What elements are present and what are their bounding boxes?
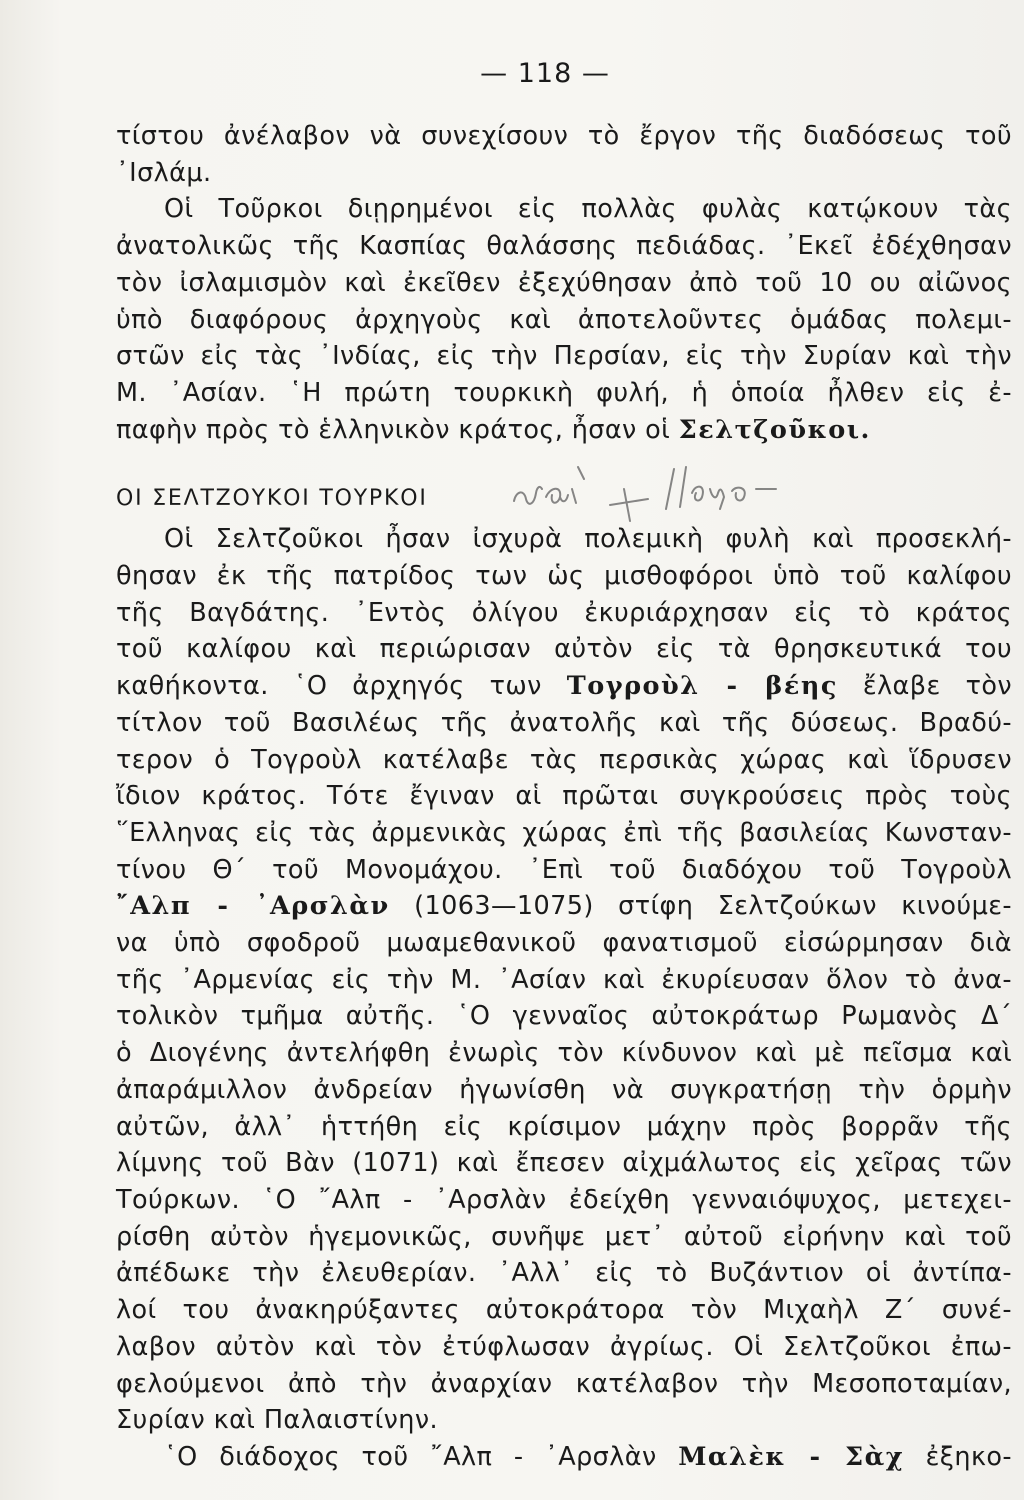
text-line: φελούμενοι ἀπὸ τὴν ἀναρχίαν κατέλαβον τὴν Μεσοποταμίαν,	[116, 1368, 1012, 1399]
handwritten-annotation	[506, 459, 836, 529]
text-line: αὐτῶν, ἀλλ᾿ ἡττήθη εἰς κρίσιμον μάχην πρὸς βορρᾶν τῆς	[116, 1111, 1012, 1142]
text-run: (1063—1075) στίφη Σελτζούκων κινούμε-	[389, 891, 1012, 922]
text-line: ρίσθη αὐτὸν ἡγεμονικῶς, συνῆψε μετ᾿ αὐτοῦ εἰρήνην καὶ τοῦ	[116, 1221, 1012, 1252]
page-number: — 118 —	[480, 58, 610, 89]
text-line: ἀνατολικῶς τῆς Κασπίας θαλάσσης πεδιάδας. ᾿Εκεῖ ἐδέχθησαν	[116, 231, 1012, 262]
bold-term-seljuks: Σελτζοῦκοι.	[678, 414, 871, 445]
bold-term-alp-arslan: ῎Αλπ - ᾿Αρσλὰν	[116, 891, 390, 922]
text-line: ἴδιον κράτος. Τότε ἔγιναν αἱ πρῶται συγκρούσεις πρὸς τοὺς	[116, 781, 1012, 812]
text-line: λοί του ἀνακηρύξαντες αὐτοκράτορα τὸν Μιχαὴλ Ζ΄ συνέ-	[116, 1295, 1012, 1326]
text-line: ἀπέδωκε τὴν ἐλευθερίαν. ᾿Αλλ᾿ εἰς τὸ Βυζάντιον οἱ ἀντίπα-	[116, 1258, 1012, 1289]
text-line: λαβον αὐτὸν καὶ τὸν ἐτύφλωσαν ἀγρίως. Οἱ Σελτζοῦκοι ἐπω-	[116, 1331, 1012, 1362]
text-run: παφὴν πρὸς τὸ ἑλληνικὸν κράτος, ἦσαν οἱ	[116, 414, 679, 445]
text-line: να ὑπὸ σφοδροῦ μωαμεθανικοῦ φανατισμοῦ εἰσώρμησαν διὰ	[116, 928, 1012, 959]
text-line	[116, 1439, 1012, 1476]
text-line: ὑπὸ διαφόρους ἀρχηγοὺς καὶ ἀποτελοῦντες ὁμάδας πολεμι-	[116, 304, 1012, 335]
text-line: τολικὸν τμῆμα αὐτῆς. ῾Ο γενναῖος αὐτοκράτωρ Ρωμανὸς Δ΄	[116, 1001, 1012, 1032]
bold-term-togrul-bey: Τογροὺλ - βέης	[566, 671, 838, 702]
body-text	[116, 118, 1012, 1476]
text-line: στῶν εἰς τὰς ᾿Ινδίας, εἰς τὴν Περσίαν, εἰς τὴν Συρίαν καὶ τὴν	[116, 341, 1012, 372]
text-line: Μ. ᾿Ασίαν. ῾Η πρώτη τουρκικὴ φυλή, ἡ ὁποία ἦλθεν εἰς ἐ-	[116, 377, 1012, 408]
text-line: λίμνης τοῦ Βὰν (1071) καὶ ἔπεσεν αἰχμάλωτος εἰς χεῖρας τῶν	[116, 1148, 1012, 1179]
text-run: ῾Ο διάδοχος τοῦ ῎Αλπ - ᾿Αρσλὰν	[164, 1441, 679, 1472]
text-line: τὸν ἰσλαμισμὸν καὶ ἐκεῖθεν ἐξεχύθησαν ἀπὸ τοῦ 10 ου αἰῶνος	[116, 267, 1012, 298]
text-line: Τούρκων. ῾Ο ῎Αλπ - ᾿Αρσλὰν ἐδείχθη γενναιόψυχος, μετεχει-	[116, 1184, 1012, 1215]
text-line: ῞Ελληνας εἰς τὰς ἀρμενικὰς χώρας ἐπὶ τῆς βασιλείας Κωνσταν-	[116, 817, 1012, 848]
bold-term-malik-shah: Μαλὲκ - Σὰχ	[678, 1441, 904, 1472]
text-line: τίστου ἀνέλαβον νὰ συνεχίσουν τὸ ἔργον τῆς διαδόσεως τοῦ	[116, 121, 1012, 151]
text-line	[116, 668, 1012, 705]
text-line: Οἱ Τοῦρκοι διῃρημένοι εἰς πολλὰς φυλὰς κατῴκουν τὰς	[164, 194, 1012, 225]
text-line: τοῦ καλίφου καὶ περιώρισαν αὐτὸν εἰς τὰ θρησκευτικά του	[116, 634, 1012, 665]
text-run: καθήκοντα. ῾Ο ἀρχηγός των	[116, 671, 567, 702]
text-run: ἐξηκο-	[904, 1441, 1012, 1472]
section-heading: ΟΙ ΣΕΛΤΖΟΥΚΟΙ ΤΟΥΡΚΟΙ	[116, 486, 428, 512]
text-line	[116, 412, 1012, 449]
text-line: θησαν ἐκ τῆς πατρίδος των ὡς μισθοφόροι ὑπὸ τοῦ καλίφου	[116, 561, 1012, 592]
text-line: τίτλον τοῦ Βασιλέως τῆς ἀνατολῆς καὶ τῆς δύσεως. Βραδύ-	[116, 707, 1012, 738]
text-line: ἀπαράμιλλον ἀνδρείαν ἠγωνίσθη νὰ συγκρατήσῃ τὴν ὁρμὴν	[116, 1074, 1012, 1105]
text-line	[116, 888, 1012, 925]
text-run: ἔλαβε τὸν	[837, 671, 1012, 702]
text-line: Οἱ Σελτζοῦκοι ἦσαν ἰσχυρὰ πολεμικὴ φυλὴ καὶ προσεκλή-	[164, 524, 1012, 555]
text-line: Συρίαν καὶ Παλαιστίνην.	[116, 1405, 439, 1436]
handwriting-drawing	[506, 459, 836, 529]
text-line: τίνου Θ΄ τοῦ Μονομάχου. ᾿Επὶ τοῦ διαδόχου τοῦ Τογροὺλ	[116, 854, 1012, 885]
text-line: τῆς ᾿Αρμενίας εἰς τὴν Μ. ᾿Ασίαν καὶ ἐκυρίευσαν ὅλον τὸ ἀνα-	[116, 964, 1012, 995]
text-line: ὁ Διογένης ἀντελήφθη ἐνωρὶς τὸν κίνδυνον καὶ μὲ πεῖσμα καὶ	[116, 1038, 1012, 1069]
text-line: ᾿Ισλάμ.	[116, 157, 212, 188]
section-heading-block	[116, 479, 1012, 515]
text-line: τερον ὁ Τογροὺλ κατέλαβε τὰς περσικὰς χώρας καὶ ἵδρυσεν	[116, 744, 1012, 775]
text-line: τῆς Βαγδάτης. ᾿Εντὸς ὀλίγου ἐκυριάρχησαν εἰς τὸ κράτος	[116, 597, 1012, 628]
